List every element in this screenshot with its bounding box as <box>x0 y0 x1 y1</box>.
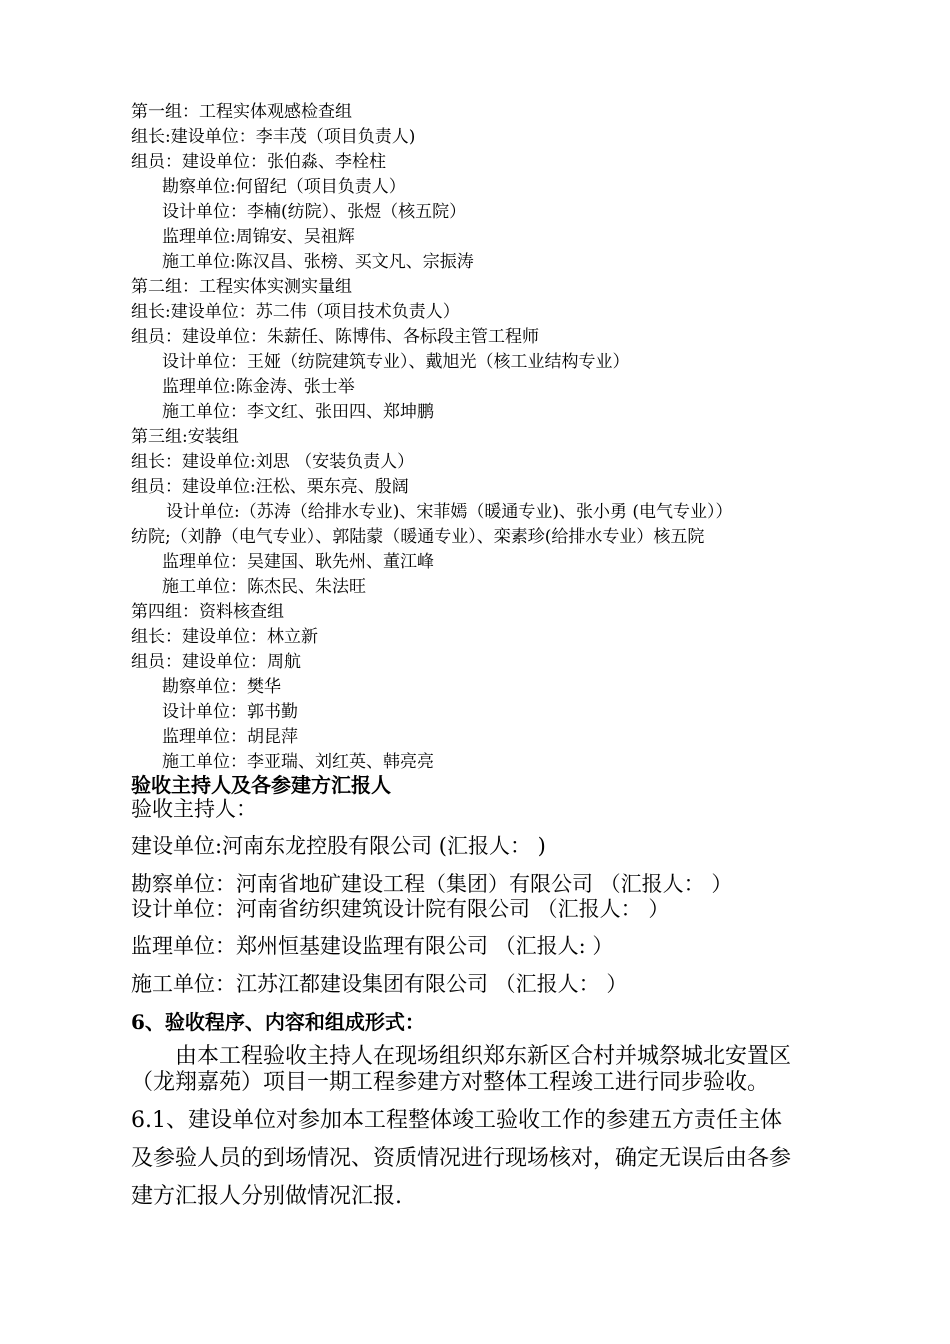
group-3-design: 设计单位:（苏涛（给排水专业)、宋菲嫣（暖通专业)、张小勇 (电气专业）） <box>166 502 733 522</box>
group-3-construction: 施工单位：陈杰民、朱法旺 <box>162 577 366 597</box>
group-2-leader: 组长:建设单位：苏二伟（项目技术负责人） <box>131 302 460 322</box>
procedure-para1-line2: （龙翔嘉苑）项目一期工程参建方对整体工程竣工进行同步验收。 <box>131 1070 770 1095</box>
group-1-supervision: 监理单位:周锦安、吴祖辉 <box>162 227 355 247</box>
group-4-supervision: 监理单位：胡昆萍 <box>162 727 298 747</box>
host-section-heading: 验收主持人及各参建方汇报人 <box>131 773 391 797</box>
group-3-supervision: 监理单位：吴建国、耿先州、董江峰 <box>162 552 434 572</box>
group-1-construction: 施工单位:陈汉昌、张榜、买文凡、宗振涛 <box>162 252 474 272</box>
procedure-para2-line1: 6.1、建设单位对参加本工程整体竣工验收工作的参建五方责任主体 <box>131 1108 782 1133</box>
group-1-survey: 勘察单位:何留纪（项目负责人） <box>162 177 406 197</box>
group-3-design-continued: 纺院;（刘静（电气专业）、郭陆蒙（暖通专业）、栾素珍(给排水专业）核五院 <box>131 527 705 547</box>
reporter-construction-owner: 建设单位:河南东龙控股有限公司 (汇报人： ) <box>131 834 546 858</box>
group-1-leader: 组长:建设单位：李丰茂（项目负责人) <box>131 127 416 147</box>
group-4-title: 第四组：资料核查组 <box>131 602 284 622</box>
reporter-contractor: 施工单位：江苏江都建设集团有限公司 （汇报人： ） <box>131 972 628 996</box>
group-4-design: 设计单位：郭书勤 <box>162 702 298 722</box>
procedure-heading: 6、验收程序、内容和组成形式： <box>131 1010 425 1034</box>
group-2-supervision: 监理单位:陈金涛、张士举 <box>162 377 355 397</box>
group-1-title: 第一组：工程实体观感检查组 <box>131 102 352 122</box>
reporter-design: 设计单位：河南省纺织建筑设计院有限公司 （汇报人： ） <box>131 897 670 921</box>
group-3-leader: 组长：建设单位:刘思 （安装负责人） <box>131 452 415 472</box>
group-4-construction: 施工单位：李亚瑞、刘红英、韩亮亮 <box>162 752 434 772</box>
group-3-members: 组员：建设单位:汪松、栗东亮、殷阔 <box>131 477 409 497</box>
group-2-design: 设计单位：王娅（纺院建筑专业）、戴旭光（核工业结构专业） <box>162 352 630 372</box>
group-2-title: 第二组：工程实体实测实量组 <box>131 277 352 297</box>
group-4-members: 组员：建设单位：周航 <box>131 652 301 672</box>
group-4-leader: 组长：建设单位：林立新 <box>131 627 318 647</box>
group-3-title: 第三组:安装组 <box>131 427 239 447</box>
host-label: 验收主持人： <box>131 797 257 821</box>
group-1-members: 组员：建设单位：张伯淼、李栓柱 <box>131 152 386 172</box>
procedure-para2-line2: 及参验人员的到场情况、资质情况进行现场核对，确定无误后由各参 <box>131 1146 792 1171</box>
group-2-construction: 施工单位：李文红、张田四、郑坤鹏 <box>162 402 434 422</box>
procedure-para1-line1: 由本工程验收主持人在现场组织郑东新区合村并城祭城北安置区 <box>175 1044 792 1069</box>
procedure-para2-line3: 建方汇报人分别做情况汇报. <box>131 1184 402 1209</box>
group-4-survey: 勘察单位：樊华 <box>162 677 281 697</box>
reporter-supervision: 监理单位：郑州恒基建设监理有限公司 （汇报人: ） <box>131 934 614 958</box>
group-2-members: 组员：建设单位：朱薪任、陈博伟、各标段主管工程师 <box>131 327 539 347</box>
reporter-survey: 勘察单位：河南省地矿建设工程（集团）有限公司 （汇报人： ） <box>131 872 733 896</box>
group-1-design: 设计单位：李楠(纺院）、张煜（核五院） <box>162 202 467 222</box>
